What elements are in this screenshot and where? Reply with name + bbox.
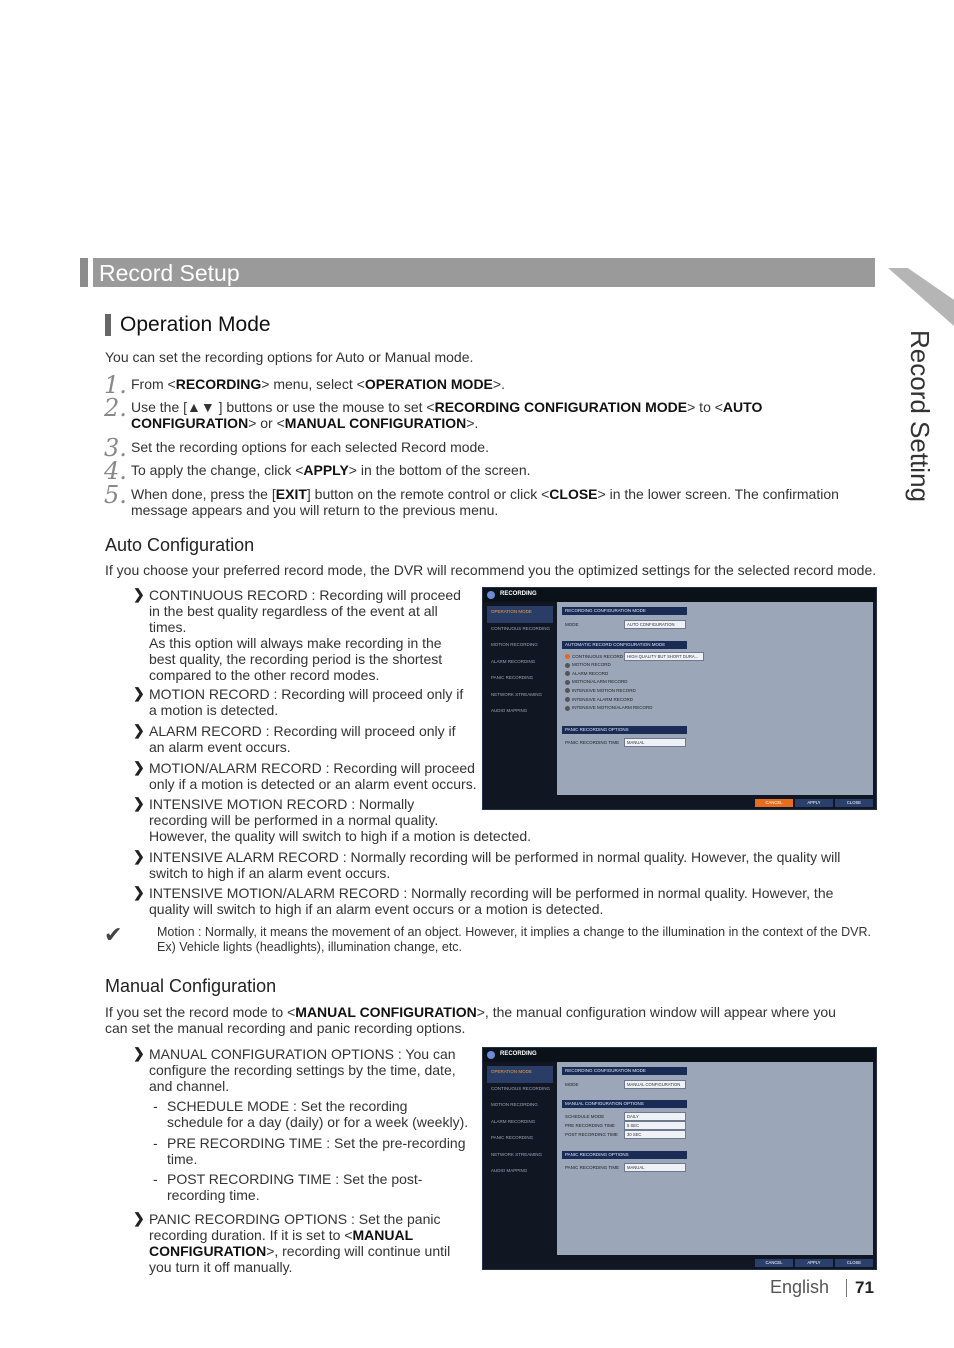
radio-button[interactable] [565, 680, 570, 685]
manual-config-intro: If you set the record mode to <MANUAL CONFIGURATION>, the manual configuration window will appear where you can set the manual recording and panic recording options. [105, 1004, 836, 1036]
step-number: 3. [104, 434, 127, 462]
dvr-settings-panel [557, 602, 873, 795]
record-option-label: INTENSIVE MOTION RECORD [572, 687, 636, 693]
bullet-chevron-icon: ❯ [133, 586, 145, 602]
dash: - [153, 1171, 158, 1187]
logo-icon [487, 591, 495, 599]
pre-recording-select[interactable]: 5 SEC [624, 1121, 686, 1130]
dash: - [153, 1098, 158, 1114]
mode-label: MODE [565, 622, 579, 627]
menu-item[interactable]: NETWORK STREAMING [491, 691, 543, 697]
step-4: To apply the change, click <APPLY> in the bottom of the screen. [131, 462, 531, 478]
radio-button[interactable] [565, 671, 570, 676]
record-option-label: MOTION RECORD [572, 662, 611, 668]
cancel-button[interactable]: CANCEL [755, 799, 793, 807]
group-header: PANIC RECORDING OPTIONS [562, 1151, 687, 1159]
radio-button[interactable] [565, 688, 570, 693]
record-option-label: MOTION/ALARM RECORD [572, 679, 628, 685]
manual-config-heading: Manual Configuration [105, 976, 277, 996]
group-header: RECORDING CONFIGURATION MODE [562, 1067, 687, 1075]
logo-icon [487, 1051, 495, 1059]
schedule-mode-select[interactable]: DAILY [624, 1112, 686, 1121]
dvr-side-menu [487, 606, 553, 722]
step-number: 2. [104, 394, 127, 422]
step-1: From <RECORDING> menu, select <OPERATION MODE>. [131, 376, 505, 392]
manual-bullet-2: PANIC RECORDING OPTIONS : Set the panic recording duration. If it is set to <MANUAL CONFIGURATION>, recording will continue until you turn it off manually. [149, 1211, 451, 1275]
menu-item[interactable]: AUDIO MAPPING [491, 1168, 528, 1173]
menu-item[interactable]: MOTION RECORDING [491, 1102, 538, 1107]
checkmark-icon: ✔ [104, 922, 123, 947]
menu-item[interactable]: MOTION RECORDING [491, 642, 538, 647]
operation-mode-heading: Operation Mode [120, 313, 271, 336]
menu-item[interactable]: AUDIO MAPPING [491, 708, 528, 713]
auto-bullet-item: ALARM RECORD : Recording will proceed only if an alarm event occurs. [149, 723, 456, 755]
radio-button[interactable] [565, 663, 570, 668]
step-number: 1. [104, 371, 127, 399]
section-bar [93, 258, 875, 287]
step-3: Set the recording options for each selected Record mode. [131, 439, 489, 455]
bullet-chevron-icon: ❯ [133, 795, 145, 811]
dvr-side-menu [487, 1066, 553, 1182]
sub-bullet-schedule: SCHEDULE MODE : Set the recording schedule for a day (daily) or for a week (weekly). [167, 1098, 469, 1130]
continuous-quality-select[interactable]: HIGH QUALITY BUT SHORT DURA... [624, 652, 704, 661]
auto-bullet-item: INTENSIVE MOTION RECORD : Normally recording will be performed in a normal quality. However, the quality will switch to high if a motion is detected. [149, 796, 532, 844]
mode-label: MODE [565, 1082, 579, 1087]
page-number: 71 [855, 1278, 874, 1297]
auto-config-heading: Auto Configuration [105, 535, 255, 555]
operation-intro: You can set the recording options for Auto or Manual mode. [105, 349, 474, 365]
record-option-label: INTENSIVE ALARM RECORD [572, 696, 634, 702]
record-option-label: ALARM RECORD [572, 670, 609, 676]
step-number: 5. [104, 481, 127, 509]
row-label: SCHEDULE MODE [565, 1114, 605, 1119]
menu-item[interactable]: PANIC RECORDING [491, 675, 534, 680]
section-bar-mark [80, 258, 88, 287]
panic-select[interactable]: MANUAL [624, 1163, 686, 1172]
auto-bullet-item: INTENSIVE MOTION/ALARM RECORD : Normally recording will be performed in normal quality. However, the quality will switch to high if an alarm event occurs or a motion is detected. [149, 885, 834, 917]
row-label: POST RECORDING TIME [565, 1132, 618, 1137]
menu-item[interactable]: NETWORK STREAMING [491, 1151, 543, 1157]
footer-divider [846, 1279, 847, 1297]
side-tab-shape [888, 268, 954, 326]
auto-bullet-item: INTENSIVE ALARM RECORD : Normally recording will be performed in normal quality. However, the quality will switch to high if an alarm event occurs. [149, 849, 841, 881]
menu-item[interactable]: CONTINUOUS RECORDING [491, 625, 551, 631]
apply-button[interactable]: APPLY [795, 1259, 833, 1267]
apply-button[interactable]: APPLY [795, 799, 833, 807]
menu-item[interactable]: OPERATION MODE [487, 606, 553, 623]
manual-bullet-1: MANUAL CONFIGURATION OPTIONS : You can configure the recording settings by the time, date, and channel. [149, 1046, 456, 1094]
heading-mark [105, 314, 111, 336]
dvr-title-bar: RECORDING [483, 588, 876, 602]
post-recording-select[interactable]: 30 SEC [624, 1130, 686, 1139]
dvr-settings-panel [557, 1062, 873, 1255]
close-button[interactable]: CLOSE [835, 1259, 873, 1267]
menu-item[interactable]: PANIC RECORDING [491, 1135, 534, 1140]
step-2: Use the [▲▼ ] buttons or use the mouse to set <RECORDING CONFIGURATION MODE> to <AUTO CONFIGURATION> or <MANUAL CONFIGURATION>. [131, 399, 763, 431]
bullet-chevron-icon: ❯ [133, 685, 145, 701]
motion-note: Motion : Normally, it means the movement of an object. However, it implies a change to the illumination in the context of the DVR. Ex) Vehicle lights (headlights), illumination change, etc. [157, 925, 872, 954]
bullet-chevron-icon: ❯ [133, 1210, 145, 1226]
auto-config-intro: If you choose your preferred record mode, the DVR will recommend you the optimized settings for the selected record mode. [105, 562, 877, 578]
menu-item[interactable]: ALARM RECORDING [491, 658, 536, 664]
dash: - [153, 1135, 158, 1151]
group-header: AUTOMATIC RECORD CONFIGURATION MODE [562, 641, 687, 649]
panic-select[interactable]: MANUAL [624, 738, 686, 747]
group-header: RECORDING CONFIGURATION MODE [562, 607, 687, 615]
mode-select[interactable]: AUTO CONFIGURATION [624, 620, 686, 629]
panic-label: PANIC RECORDING TIME [565, 1165, 620, 1170]
menu-item[interactable]: CONTINUOUS RECORDING [491, 1085, 551, 1091]
bullet-chevron-icon: ❯ [133, 848, 145, 864]
auto-bullet-item: MOTION RECORD : Recording will proceed only if a motion is detected. [149, 686, 464, 718]
record-option-label: CONTINUOUS RECORD [572, 653, 624, 659]
panic-label: PANIC RECORDING TIME [565, 740, 620, 745]
bullet-chevron-icon: ❯ [133, 722, 145, 738]
radio-button[interactable] [565, 697, 570, 702]
sub-bullet-pre: PRE RECORDING TIME : Set the pre-recording time. [167, 1135, 466, 1167]
dvr-manual-screen [482, 1047, 877, 1270]
menu-item[interactable]: OPERATION MODE [487, 1066, 553, 1083]
bullet-chevron-icon: ❯ [133, 759, 145, 775]
record-option-label: INTENSIVE MOTION/ALARM RECORD [572, 705, 653, 711]
radio-button[interactable] [565, 654, 570, 659]
bullet-chevron-icon: ❯ [133, 884, 145, 900]
bullet-chevron-icon: ❯ [133, 1045, 145, 1061]
step-5: When done, press the [EXIT] button on the remote control or click <CLOSE> in the lower screen. The confirmation message appears and you will return to the previous menu. [131, 486, 839, 518]
dvr-title-bar: RECORDING [483, 1048, 876, 1062]
cancel-button[interactable]: CANCEL [755, 1259, 793, 1267]
footer-language: English [770, 1277, 830, 1297]
section-title: Record Setup [99, 260, 240, 286]
radio-button[interactable] [565, 706, 570, 711]
group-header: MANUAL CONFIGURATION OPTIONS [562, 1100, 687, 1108]
auto-bullet-item: CONTINUOUS RECORD : Recording will proceed in the best quality regardless of the event at all times. As this option will always make recording in the best quality, the recording period is the shortest compared to the other record modes. [149, 587, 461, 683]
group-header: PANIC RECORDING OPTIONS [562, 726, 687, 734]
menu-item[interactable]: ALARM RECORDING [491, 1118, 536, 1124]
mode-select[interactable]: MANUAL CONFIGURATION [624, 1080, 686, 1089]
side-tab-label: Record Setting [905, 330, 935, 502]
row-label: PRE RECORDING TIME [565, 1123, 615, 1128]
auto-bullet-item: MOTION/ALARM RECORD : Recording will proceed only if a motion is detected or an alarm event occurs. [149, 760, 477, 792]
sub-bullet-post: POST RECORDING TIME : Set the post- recording time. [167, 1171, 423, 1203]
close-button[interactable]: CLOSE [835, 799, 873, 807]
dvr-auto-screen [482, 587, 877, 810]
step-number: 4. [104, 457, 127, 485]
